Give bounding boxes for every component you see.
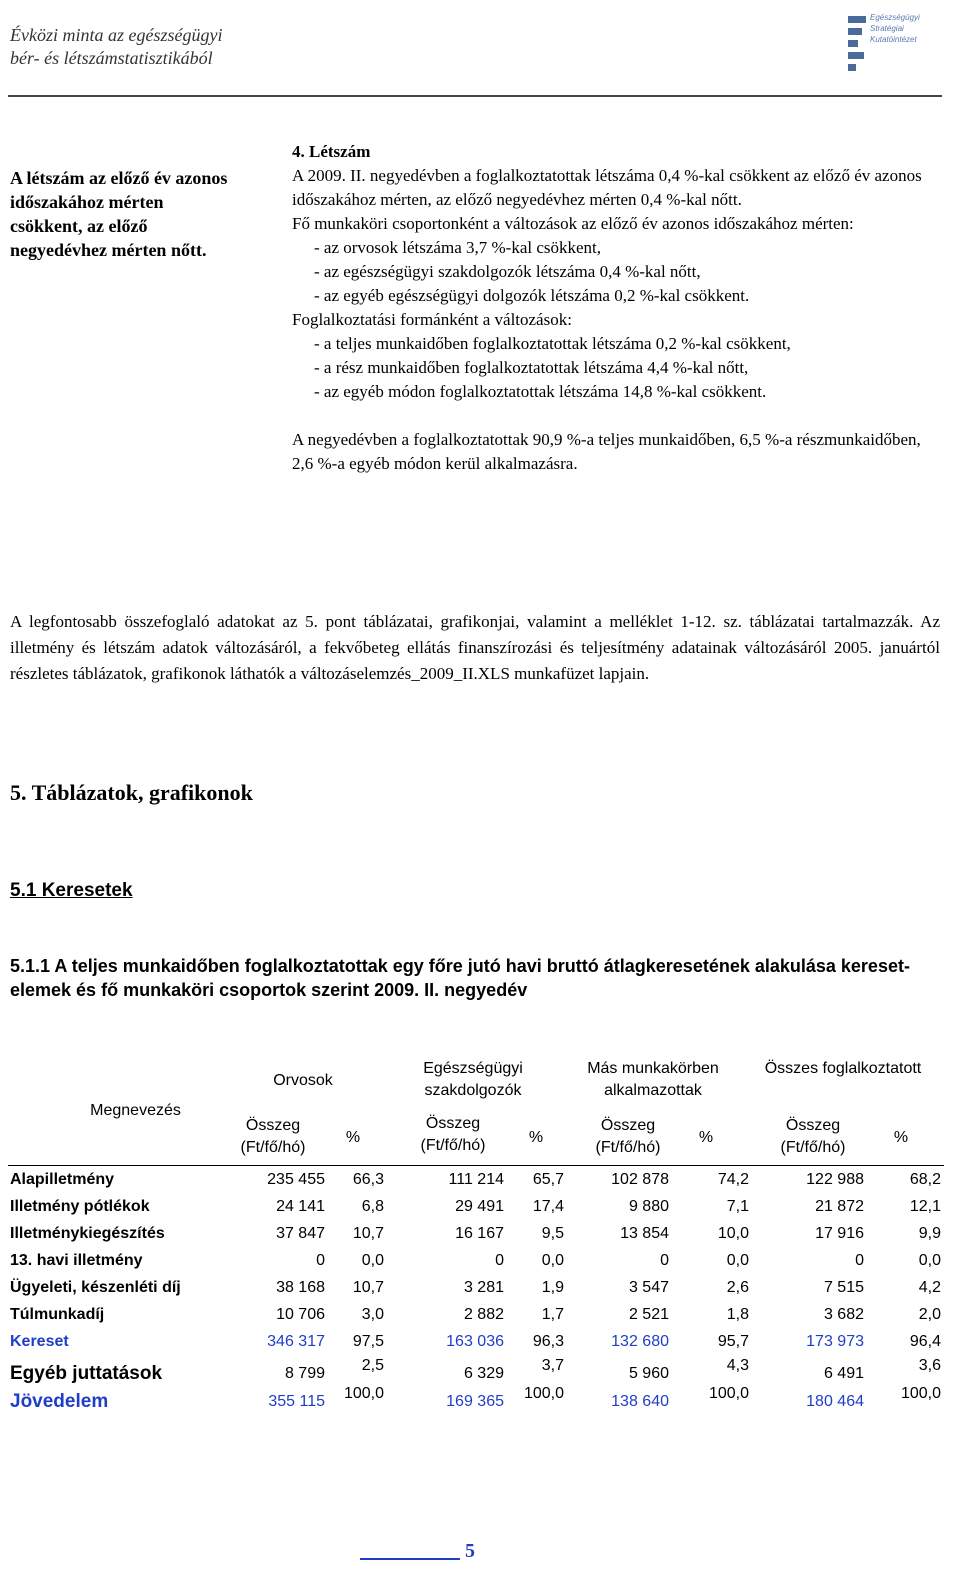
total-amount: 180 464	[806, 1393, 864, 1410]
group-header-other: Más munkakörben alkalmazottak	[587, 1060, 719, 1099]
other-percent: 100,0	[708, 1385, 749, 1402]
table-row-income-total	[8, 1385, 944, 1412]
section-5-1-heading: 5.1 Keresetek	[10, 880, 133, 901]
form-change-item: - az egyéb módon foglalkoztatottak létszáma 14,8 %-kal csökkent.	[314, 382, 767, 401]
section-5-heading: 5. Táblázatok, grafikonok	[10, 780, 253, 805]
total-amount: 3 682	[823, 1306, 864, 1323]
row-label: Alapilletmény	[10, 1171, 115, 1188]
group-change-item: - az egészségügyi szakdolgozók létszáma 0,4 %-kal nőtt,	[314, 262, 701, 281]
nurses-amount: 0	[495, 1252, 504, 1269]
row-label: Ügyeleti, készenléti díj	[10, 1279, 181, 1296]
doctors-percent: 2,5	[361, 1357, 384, 1374]
other-percent: 2,6	[726, 1279, 749, 1296]
page-number: 5	[465, 1540, 475, 1562]
document-title	[10, 24, 222, 70]
doctors-percent: 6,8	[361, 1198, 384, 1215]
doctors-amount: 8 799	[284, 1365, 325, 1382]
table-row	[8, 1275, 944, 1302]
document-title-line1: Évközi minta az egészségügyi	[10, 25, 223, 45]
other-percent: 95,7	[717, 1333, 749, 1350]
subheader-amount: Összeg (Ft/fő/hó)	[780, 1117, 846, 1156]
institute-logo	[848, 10, 943, 75]
total-percent: 9,9	[918, 1225, 941, 1242]
other-amount: 138 640	[611, 1393, 669, 1410]
subheader-percent: %	[528, 1129, 544, 1146]
doctors-percent: 0,0	[361, 1252, 384, 1269]
form-change-item: - a teljes munkaidőben foglalkoztatottak létszáma 0,2 %-kal csökkent,	[314, 334, 791, 353]
subheader-percent: %	[698, 1129, 714, 1146]
total-percent: 2,0	[918, 1306, 941, 1323]
nurses-amount: 3 281	[463, 1279, 504, 1296]
closing-paragraph: A negyedévben a foglalkoztatottak 90,9 %-a teljes munkaidőben, 6,5 %-a részmunkaidőben, 2,6 %-a egyéb módon kerül alkalmazásra.	[292, 430, 921, 473]
total-percent: 100,0	[900, 1385, 941, 1402]
section-4-heading: 4. Létszám	[292, 142, 371, 161]
other-percent: 1,8	[726, 1306, 749, 1323]
subheader-percent: %	[345, 1129, 361, 1146]
doctors-percent: 97,5	[352, 1333, 384, 1350]
doctors-amount: 0	[316, 1252, 325, 1269]
nurses-amount: 16 167	[455, 1225, 504, 1242]
total-amount: 122 988	[806, 1171, 864, 1188]
row-label: Egyéb juttatások	[10, 1363, 163, 1384]
header-rule	[8, 1165, 944, 1166]
nurses-percent: 100,0	[523, 1385, 564, 1402]
nurses-amount: 6 329	[463, 1365, 504, 1382]
nurses-percent: 0,0	[541, 1252, 564, 1269]
table-row	[8, 1357, 944, 1384]
column-header-name: Megnevezés	[90, 1102, 181, 1119]
doctors-amount: 346 317	[267, 1333, 325, 1350]
row-label: Túlmunkadíj	[10, 1306, 105, 1323]
nurses-amount: 2 882	[463, 1306, 504, 1323]
row-label: Illetménykiegészítés	[10, 1225, 165, 1242]
doctors-percent: 66,3	[352, 1171, 384, 1188]
other-amount: 0	[660, 1252, 669, 1269]
other-amount: 2 521	[628, 1306, 669, 1323]
doctors-percent: 3,0	[361, 1306, 384, 1323]
doctors-percent: 10,7	[352, 1225, 384, 1242]
doctors-percent: 10,7	[352, 1279, 384, 1296]
doctors-percent: 100,0	[343, 1385, 384, 1402]
logo-bars-icon	[848, 16, 866, 76]
nurses-amount: 169 365	[446, 1393, 504, 1410]
nurses-percent: 1,7	[541, 1306, 564, 1323]
form-change-item: - a rész munkaidőben foglalkoztatottak létszáma 4,4 %-kal nőtt,	[314, 358, 749, 377]
other-amount: 5 960	[628, 1365, 669, 1382]
headcount-paragraph: A 2009. II. negyedévben a foglalkoztatottak létszáma 0,4 %-kal csökkent az előző év azonos időszakához mérten, az előző negyedévhez mérten 0,4 %-kal nőtt.	[292, 166, 922, 209]
nurses-percent: 9,5	[541, 1225, 564, 1242]
doctors-amount: 10 706	[276, 1306, 325, 1323]
other-percent: 4,3	[726, 1357, 749, 1374]
nurses-amount: 29 491	[455, 1198, 504, 1215]
group-header-doctors: Orvosok	[273, 1072, 333, 1089]
subheader-amount: Összeg (Ft/fő/hó)	[240, 1117, 306, 1156]
other-amount: 3 547	[628, 1279, 669, 1296]
header-divider	[8, 95, 942, 97]
doctors-amount: 38 168	[276, 1279, 325, 1296]
other-amount: 102 878	[611, 1171, 669, 1188]
nurses-percent: 96,3	[532, 1333, 564, 1350]
row-label: Jövedelem	[10, 1391, 109, 1412]
other-amount: 132 680	[611, 1333, 669, 1350]
doctors-amount: 24 141	[276, 1198, 325, 1215]
total-amount: 173 973	[806, 1333, 864, 1350]
footer-rule	[360, 1558, 460, 1560]
nurses-amount: 111 214	[448, 1171, 504, 1188]
summary-paragraph: A legfontosabb összefoglaló adatokat az 5. pont táblázatai, grafikonjai, valamint a melléklet 1-12. sz. táblázatai tartalmazzák. Az illetmény és létszám adatok változásáról, a fekvőbeteg ellátás finanszírozási és teljesítmény adatainak változásáról 2005. januártól részletes táblázatok, grafikonok láthatók a változáselemzés_2009_II.XLS munkafüzet lapjain.	[10, 612, 940, 683]
row-label: 13. havi illetmény	[10, 1252, 143, 1269]
subheader-amount: Összeg (Ft/fő/hó)	[595, 1117, 661, 1156]
doctors-amount: 355 115	[268, 1393, 325, 1410]
other-percent: 0,0	[726, 1252, 749, 1269]
table-row	[8, 1221, 944, 1248]
total-amount: 7 515	[823, 1279, 864, 1296]
other-amount: 13 854	[620, 1225, 669, 1242]
table-row-earnings-total	[8, 1329, 944, 1356]
group-change-item: - az orvosok létszáma 3,7 %-kal csökkent,	[314, 238, 602, 257]
total-percent: 12,1	[909, 1198, 941, 1215]
doctors-amount: 235 455	[267, 1171, 325, 1188]
nurses-percent: 3,7	[541, 1357, 564, 1374]
other-percent: 74,2	[717, 1171, 749, 1188]
table-row	[8, 1167, 944, 1194]
table-caption: 5.1.1 A teljes munkaidőben foglalkoztatottak egy főre jutó havi bruttó átlagkeresetének alakulása keresetelemek és fő munkaköri csoportok szerint 2009. II. negyedév	[10, 956, 910, 1000]
nurses-amount: 163 036	[446, 1333, 504, 1350]
total-amount: 21 872	[815, 1198, 864, 1215]
doctors-amount: 37 847	[276, 1225, 325, 1242]
other-amount: 9 880	[628, 1198, 669, 1215]
subheader-percent: %	[893, 1129, 909, 1146]
logo-text: Egészségügyi Stratégiai Kutatóintézet	[870, 13, 920, 44]
document-title-line2: bér- és létszámstatisztikából	[10, 48, 213, 68]
group-header-total: Összes foglalkoztatott	[764, 1060, 922, 1077]
total-amount: 6 491	[823, 1365, 864, 1382]
total-percent: 3,6	[918, 1357, 941, 1374]
group-change-item: - az egyéb egészségügyi dolgozók létszáma 0,2 %-kal csökkent.	[314, 286, 750, 305]
group-header-nurses: Egészségügyi szakdolgozók	[423, 1060, 523, 1099]
subheader-amount: Összeg (Ft/fő/hó)	[420, 1115, 486, 1154]
total-percent: 68,2	[909, 1171, 941, 1188]
table-row	[8, 1302, 944, 1329]
forms-intro: Foglalkoztatási formánként a változások:	[292, 310, 572, 329]
other-percent: 10,0	[717, 1225, 749, 1242]
total-percent: 96,4	[909, 1333, 941, 1350]
nurses-percent: 1,9	[541, 1279, 564, 1296]
total-percent: 4,2	[918, 1279, 941, 1296]
section-4-headcount	[292, 140, 942, 476]
row-label: Illetmény pótlékok	[10, 1198, 150, 1215]
nurses-percent: 17,4	[532, 1198, 564, 1215]
other-percent: 7,1	[726, 1198, 749, 1215]
total-percent: 0,0	[918, 1252, 941, 1269]
total-amount: 17 916	[815, 1225, 864, 1242]
row-label: Kereset	[10, 1333, 69, 1350]
total-amount: 0	[855, 1252, 864, 1269]
margin-summary-note: A létszám az előző év azonos időszakához mérten csökkent, az előző negyedévhez mérten nőtt.	[10, 168, 228, 260]
nurses-percent: 65,7	[532, 1171, 564, 1188]
page-footer	[360, 1540, 580, 1563]
groups-intro: Fő munkaköri csoportonként a változások az előző év azonos időszakához mérten:	[292, 214, 854, 233]
table-row	[8, 1248, 944, 1275]
table-row	[8, 1194, 944, 1221]
